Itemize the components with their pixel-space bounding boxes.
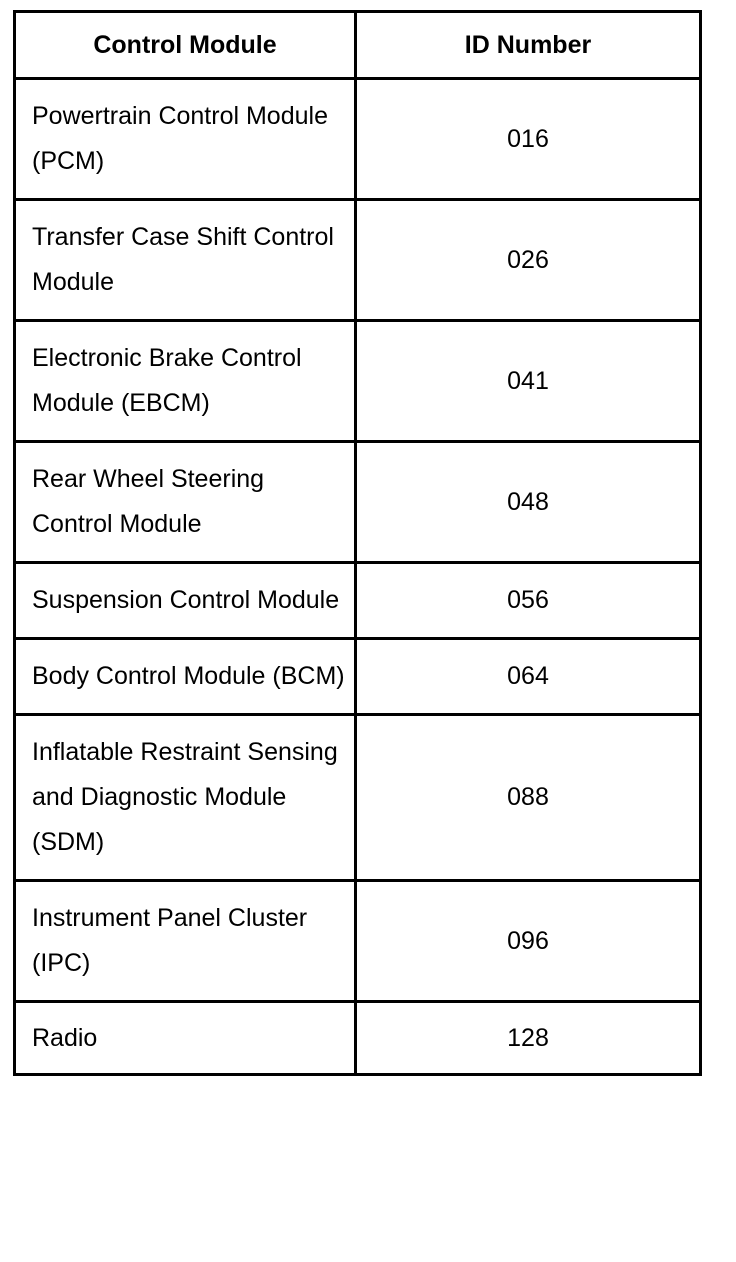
module-name-cell: Powertrain Control Module (PCM) [15, 79, 356, 200]
id-number-cell: 056 [356, 563, 701, 639]
module-name-cell: Suspension Control Module [15, 563, 356, 639]
id-number-cell: 048 [356, 442, 701, 563]
table-row [15, 881, 701, 1002]
module-name-cell: Transfer Case Shift Control Module [15, 200, 356, 321]
table-row [15, 321, 701, 442]
module-name-cell: Inflatable Restraint Sensing and Diagnostic Module (SDM) [15, 715, 356, 881]
table-row [15, 442, 701, 563]
table-row [15, 1002, 701, 1075]
table-row [15, 563, 701, 639]
id-number-cell: 128 [356, 1002, 701, 1075]
module-name-cell: Instrument Panel Cluster (IPC) [15, 881, 356, 1002]
id-number-cell: 026 [356, 200, 701, 321]
table-row [15, 639, 701, 715]
id-number-cell: 088 [356, 715, 701, 881]
id-number-cell: 064 [356, 639, 701, 715]
control-module-table-wrapper [13, 10, 699, 1076]
table-row [15, 200, 701, 321]
table-row [15, 715, 701, 881]
header-id-number: ID Number [356, 12, 701, 79]
header-control-module: Control Module [15, 12, 356, 79]
id-number-cell: 096 [356, 881, 701, 1002]
module-name-cell: Rear Wheel Steering Control Module [15, 442, 356, 563]
id-number-cell: 041 [356, 321, 701, 442]
table-header-row [15, 12, 701, 79]
table-row [15, 79, 701, 200]
id-number-cell: 016 [356, 79, 701, 200]
module-name-cell: Radio [15, 1002, 356, 1075]
module-name-cell: Electronic Brake Control Module (EBCM) [15, 321, 356, 442]
module-name-cell: Body Control Module (BCM) [15, 639, 356, 715]
control-module-id-table [13, 10, 702, 1076]
